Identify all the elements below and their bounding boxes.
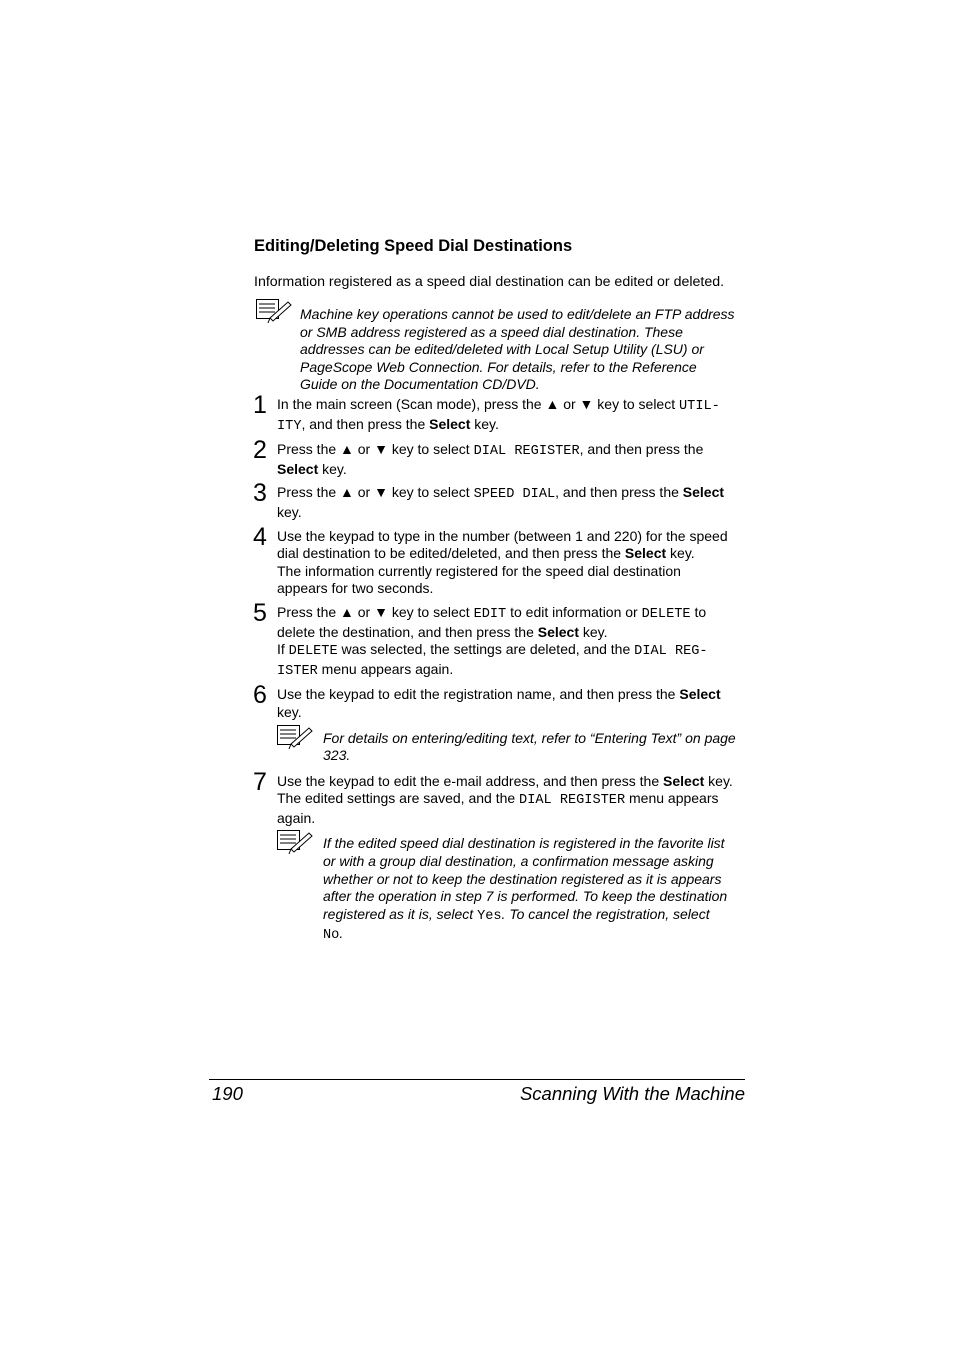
menu-item-dial-register: DIAL REG- [634, 644, 708, 660]
step-text: appears for two seconds. [277, 580, 434, 597]
select-key-label: Select [277, 460, 319, 477]
select-key-label: Select [682, 484, 725, 501]
step-text: key. [470, 415, 499, 432]
menu-item-utility-cont: ITY [277, 418, 302, 434]
step-text: was selected, the settings are deleted, and the [337, 641, 635, 658]
select-key-label: Select [537, 623, 579, 640]
step-text: The information currently registered for the speed dial destination [277, 562, 681, 579]
note-icon [256, 299, 292, 328]
select-key-label: Select [429, 415, 471, 432]
step-text: , and then press the [579, 441, 704, 458]
step-text: Use the keypad to edit the registration name, and then press the [277, 686, 680, 703]
step-number: 4 [253, 522, 267, 551]
note-line: PageScope Web Connection. For details, refer to the Reference [300, 358, 697, 375]
note-line: . To cancel the registration, select [501, 905, 710, 922]
option-no: No [323, 928, 340, 944]
section-heading: Editing/Deleting Speed Dial Destinations [254, 237, 573, 255]
step-text: key. [704, 772, 733, 789]
page-number: 190 [212, 1083, 243, 1104]
step-text: key. [579, 623, 608, 640]
option-yes: Yes [477, 908, 502, 924]
step-number: 1 [253, 391, 267, 419]
step-number: 6 [253, 681, 267, 710]
menu-item-dial-register: DIAL REGISTER [519, 793, 626, 809]
step-text: menu appears [625, 790, 719, 807]
step-text: Use the keypad to type in the number (between 1 and 220) for the speed [277, 527, 728, 544]
step-3 [253, 479, 749, 521]
step-text: menu appears again. [317, 660, 454, 677]
menu-item-delete: DELETE [288, 644, 338, 660]
step-text: Press the ▲ or ▼ key to select [277, 603, 474, 620]
step-text: Press the ▲ or ▼ key to select [277, 484, 474, 501]
menu-item-edit: EDIT [473, 606, 507, 622]
step-text: delete the destination, and then press the [277, 623, 538, 640]
note-favorite-list [277, 835, 749, 945]
intro-paragraph: Information registered as a speed dial destination can be edited or deleted. [254, 274, 725, 290]
select-key-label: Select [624, 545, 667, 562]
note-line: Guide on the Documentation CD/DVD. [300, 376, 540, 393]
step-4 [253, 522, 749, 598]
menu-item-dial-register-cont: ISTER [277, 663, 318, 679]
note-machine-key [300, 306, 735, 394]
step-6 [253, 681, 749, 764]
step-text: key. [277, 703, 302, 720]
step-text: If [277, 641, 289, 658]
step-text: key. [666, 545, 695, 562]
step-text: The edited settings are saved, and the [277, 790, 520, 807]
select-key-label: Select [679, 686, 721, 703]
step-number: 5 [253, 598, 267, 627]
menu-item-delete: DELETE [641, 606, 691, 622]
note-entering-text [277, 730, 749, 765]
note-line: Machine key operations cannot be used to edit/delete an FTP address [300, 306, 735, 322]
note-line: or with a group dial destination, a confirmation message asking [323, 853, 714, 870]
step-text: Use the keypad to edit the e-mail address, and then press the [277, 772, 664, 789]
step-2 [253, 436, 749, 478]
note-line: or SMB address registered as a speed dial destination. These [300, 323, 683, 340]
step-7 [253, 767, 749, 945]
step-text: to edit information or [506, 603, 642, 620]
note-line: registered as it is, select [323, 905, 478, 922]
step-list [253, 391, 749, 953]
note-line: whether or not to keep the destination registered as it is appears [323, 870, 722, 887]
note-line: If the edited speed dial destination is registered in the favorite list [323, 835, 725, 852]
menu-item-speed-dial: SPEED DIAL [473, 487, 556, 503]
select-key-label: Select [663, 772, 705, 789]
menu-item-utility: UTIL- [679, 399, 720, 414]
step-text: key. [318, 460, 347, 477]
step-number: 2 [253, 436, 267, 465]
step-number: 3 [253, 479, 267, 508]
note-line: 323. [323, 747, 351, 764]
step-text: In the main screen (Scan mode), press the ▲ or ▼ key to select [277, 396, 679, 412]
chapter-title: Scanning With the Machine [519, 1083, 745, 1104]
step-text: , and then press the [555, 484, 683, 501]
step-text: to [690, 603, 707, 620]
step-text: Press the ▲ or ▼ key to select [277, 441, 474, 458]
note-line: after the operation in step 7 is performed. To keep the destination [323, 888, 728, 905]
step-number: 7 [253, 767, 267, 796]
note-line: For details on entering/editing text, refer to “Entering Text” on page [323, 729, 736, 746]
note-line: addresses can be edited/deleted with Local Setup Utility (LSU) or [300, 341, 704, 358]
step-text: dial destination to be edited/deleted, and then press the [277, 545, 625, 562]
step-text: again. [277, 809, 316, 826]
footer-divider [209, 1079, 745, 1080]
step-text: , and then press the [301, 415, 430, 432]
menu-item-dial-register: DIAL REGISTER [473, 444, 580, 460]
step-text: key. [277, 503, 302, 520]
note-line: . [339, 925, 344, 942]
step-1 [253, 391, 749, 435]
step-5 [253, 598, 749, 680]
